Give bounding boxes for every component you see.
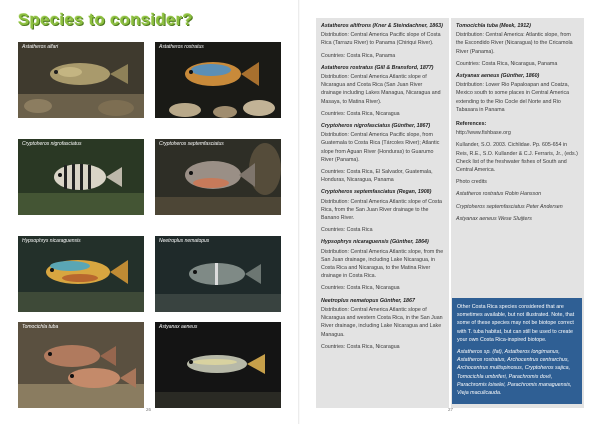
photo-caption: Neetroplus nematopus (159, 238, 210, 244)
photo-astatheros-alfari (18, 42, 144, 118)
page-number: 26 (146, 407, 152, 412)
paragraph: Distribution: Central America Atlantic slope of Nicaragua and western Costa Rica, in the San Juan River drainage, including Lake Nicaragua and Lake Managua. (321, 306, 443, 338)
paragraph: Kullander, S.O. 2003. Cichlidae. Pp. 605-654 in Reis, R.E., S.O. Kullander & C.J. Ferraris, Jr., (eds.) Check list of the freshwater fishes of South and Central America. (456, 142, 578, 174)
species-heading: Cryptoheros septemfasciatus (Regan, 1908) (321, 189, 432, 196)
photo-hypsophrys-nicaraguensis (18, 236, 144, 312)
paragraph: Countries: Costa Rica, Nicaragua (321, 110, 400, 117)
species-heading: Astatheros rostratus (Gill & Bransford, 1877) (321, 64, 434, 71)
references-heading: References: (456, 121, 487, 128)
paragraph: Astatheros rostratus Robin Hansson (456, 191, 542, 198)
photo-astyanax-aeneus (155, 322, 281, 408)
paragraph: Countries: Costa Rica, Panama (321, 52, 396, 59)
paragraph: Distribution: Lower Rio Papaloapan and Coatza, Mexico south to some places in Central America extending to the Rio Cocle del Norte and Rio Tabasara in Panama (456, 82, 570, 113)
photo-astatheros-rostratus (155, 42, 281, 118)
paragraph: Countries: Costa Rica (321, 227, 373, 234)
paragraph: Distribution: Central America: Atlantic slope, from the Escondido River (Nicaragua) to the Cricamola River (Panama). (456, 32, 573, 55)
page-title: Species to consider? (18, 10, 193, 29)
paragraph: Countries: Costa Rica, Nicaragua (321, 285, 400, 292)
photo-caption: Cryptoheros nigrofasciatus (22, 141, 82, 147)
other-species-box (452, 298, 582, 404)
species-heading: Cryptoheros nigrofasciatus (Günther, 1867) (321, 123, 431, 130)
paragraph: Cryptoheros septemfasciatus Peter Andersen (456, 203, 563, 210)
paragraph: Distribution: Central America Atlantic slope, from the San Juan drainage, including Lake Nicaragua, in Costa Rica and Nicaragua, to the Matina River drainage in Costa Rica. (321, 248, 444, 280)
paragraph: http://www.fishbase.org (456, 130, 511, 137)
paragraph: Other Costa Rica species considered that are sometimes available, but not illustrated. Note, that some of these species may not be biotope correct with T. tuba habitat, but can still be used to create your own Costa Rica-inspired biotope. (457, 304, 575, 343)
text-column-1 (316, 18, 449, 408)
photo-neetroplus-nematopus (155, 236, 281, 312)
photo-caption: Astatheros rostratus (159, 44, 204, 50)
paragraph: Countries: Costa Rica, Nicaragua, Panama (456, 60, 558, 67)
paragraph: Distribution: Central America Atlantic slope of Costa Rica, from the San Juan River drainage to the Banano River. (321, 198, 443, 222)
photo-cryptoheros-septemfasciatus (155, 139, 281, 215)
paragraph: Countries: Costa Rica, El Salvador, Guatemala, Honduras, Nicaragua, Panama (321, 169, 433, 184)
photo-caption: Astyanax aeneus (159, 324, 198, 330)
species-heading: Astyanax aeneus (Günther, 1860) (456, 73, 540, 80)
photo-tomocichla-tuba (18, 322, 144, 408)
species-heading: Neetroplus nematopus Günther, 1867 (321, 297, 415, 304)
photo-caption: Astatheros alfari (22, 44, 59, 50)
paragraph: Photo credits (456, 179, 487, 186)
photo-caption: Hypsophrys nicaraguensis (22, 238, 81, 244)
photo-cryptoheros-nigrofasciatus (18, 139, 144, 215)
species-heading: Tomocichla tuba (Meek, 1912) (456, 23, 531, 29)
photo-caption: Cryptoheros septemfasciatus (159, 141, 224, 147)
paragraph: Distribution: Central America Pacific slope of Costa Rica (Tarrazu River) to Panama (Chiriqui River). (321, 32, 441, 47)
paragraph: Astatheros sp. (fat), Astatheros longimanus, Astatheros rostratus, Archocentrus centrarchus, Archocentrus multispinosus, Cryptoheros sajica, Tomocichla umbriferi, Parachromis dovii, Parachromis loiselei, Parachromis managuensis, Vieja maculicauda. (457, 349, 572, 397)
page-number: 27 (448, 407, 454, 412)
paragraph: Astyanax aeneus Wese Sluijters (456, 215, 532, 222)
paragraph: Distribution: Central America Atlantic slope of Nicaragua and Costa Rica (San Juan River drainage including Lakes Managua, Nicaragua and Masaya, to Matina River). (321, 74, 441, 105)
species-heading: Astatheros altifrons (Kner & Steindachner, 1863) (321, 23, 443, 29)
paragraph: Distribution: Central America Pacific slope, from Guatemala to Costa Rica (Tárcoles River); Atlantic slope from Aguan River (Honduras) to Guarumo River (Panama). (321, 132, 440, 163)
species-heading: Hypsophrys nicaraguensis (Günther, 1864) (321, 239, 429, 246)
paragraph: Countries: Costa Rica, Nicaragua (321, 343, 400, 350)
photo-caption: Tomocichla tuba (22, 324, 59, 330)
